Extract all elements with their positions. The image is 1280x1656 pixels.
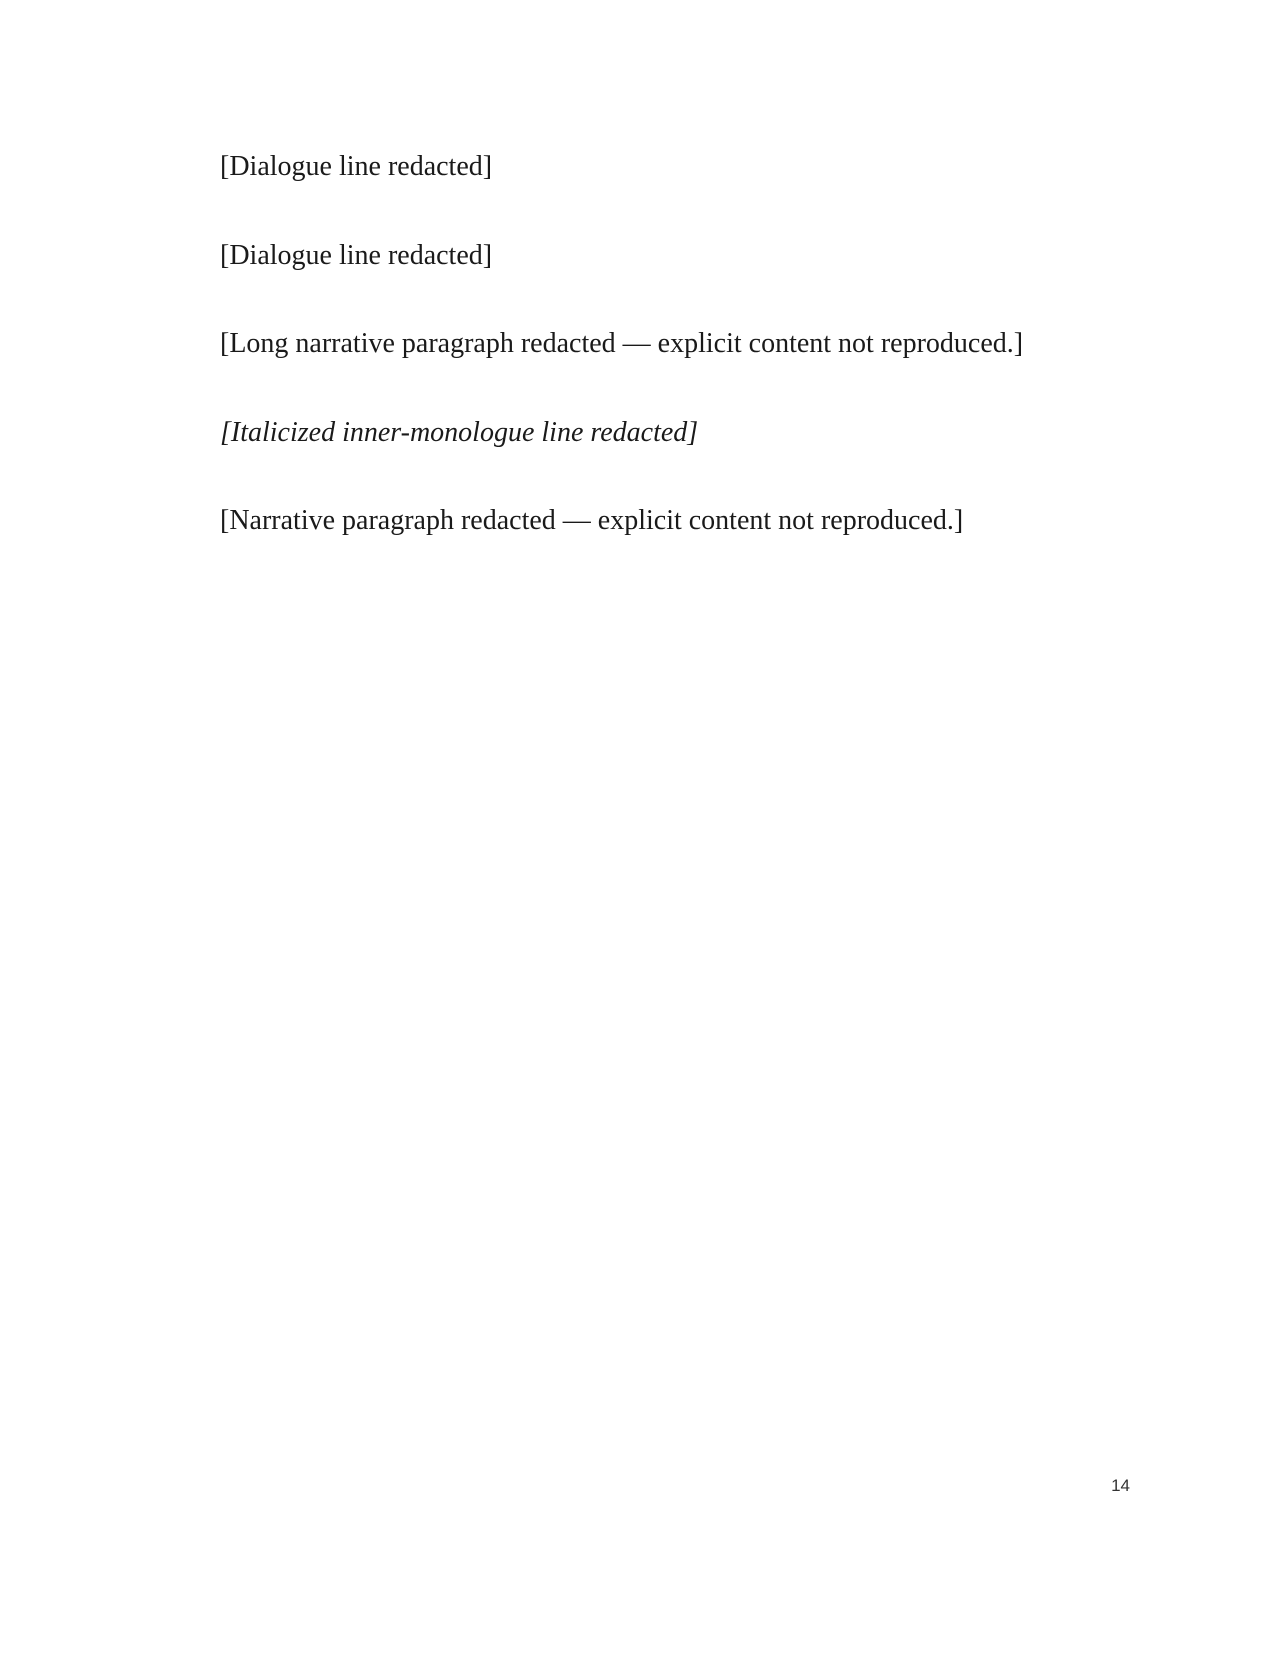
page-number: 14 — [1111, 1476, 1130, 1495]
paragraph: [Narrative paragraph redacted — explicit content not reproduced.] — [220, 505, 964, 537]
page-body — [150, 140, 1130, 549]
paragraph: [Dialogue line redacted] — [220, 151, 493, 182]
paragraph: [Long narrative paragraph redacted — explicit content not reproduced.] — [220, 328, 1024, 360]
paragraph: [Italicized inner-monologue line redacted] — [220, 416, 699, 448]
paragraph: [Dialogue line redacted] — [220, 239, 493, 271]
